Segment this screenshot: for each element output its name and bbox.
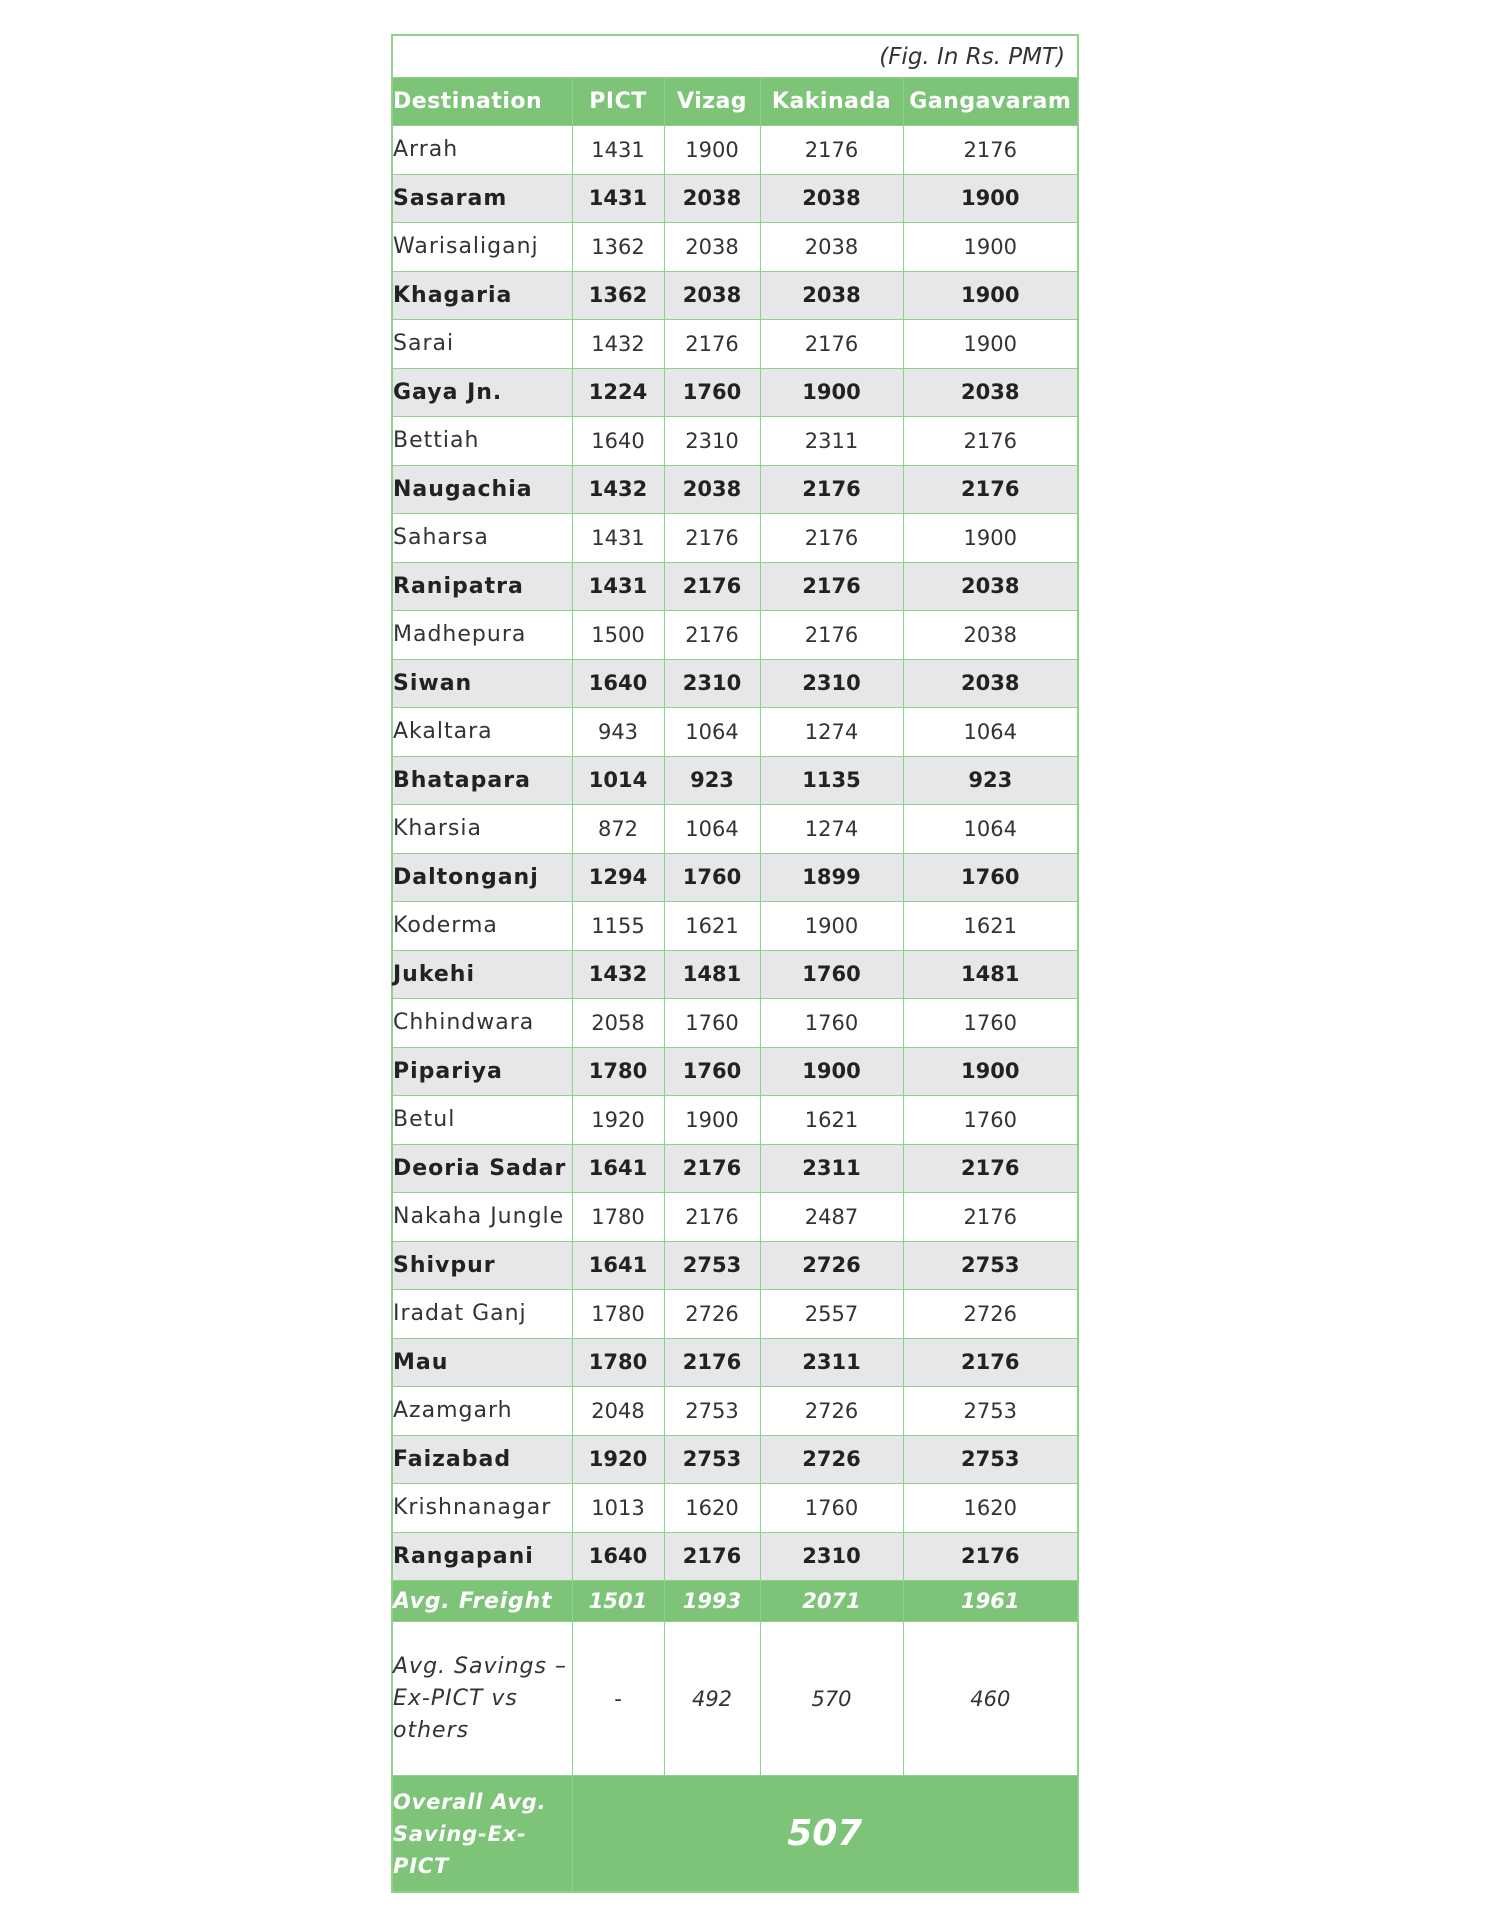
cell-vizag: 1621: [664, 902, 760, 951]
cell-destination: Pipariya: [392, 1047, 572, 1096]
table-row: [392, 1387, 1078, 1436]
cell-destination: Jukehi: [392, 950, 572, 999]
header-row: [392, 78, 1078, 126]
cell-vizag: 2310: [664, 417, 760, 466]
header-destination: Destination: [392, 78, 572, 126]
cell-gangavaram: 1900: [903, 271, 1078, 320]
cell-vizag: 1760: [664, 999, 760, 1048]
cell-pict: 1432: [572, 465, 664, 514]
cell-destination: Iradat Ganj: [392, 1290, 572, 1339]
cell-destination: Saharsa: [392, 514, 572, 563]
cell-pict: 1432: [572, 320, 664, 369]
cell-vizag: 2038: [664, 223, 760, 272]
cell-destination: Shivpur: [392, 1241, 572, 1290]
cell-gangavaram: 2038: [903, 368, 1078, 417]
cell-vizag: 2310: [664, 659, 760, 708]
cell-destination: Khagaria: [392, 271, 572, 320]
cell-kakinada: 1274: [760, 805, 903, 854]
cell-pict: 1362: [572, 271, 664, 320]
cell-destination: Siwan: [392, 659, 572, 708]
cell-vizag: 923: [664, 756, 760, 805]
cell-pict: 1431: [572, 562, 664, 611]
cell-pict: 1640: [572, 1532, 664, 1581]
cell-pict: 1431: [572, 174, 664, 223]
cell-kakinada: 1760: [760, 950, 903, 999]
cell-kakinada: 2038: [760, 271, 903, 320]
cell-pict: 1294: [572, 853, 664, 902]
table-row: [392, 417, 1078, 466]
cell-pict: 1640: [572, 417, 664, 466]
table-row: [392, 368, 1078, 417]
cell-kakinada: 1274: [760, 708, 903, 757]
table-row: [392, 514, 1078, 563]
cell-gangavaram: 1900: [903, 320, 1078, 369]
cell-vizag: 2038: [664, 174, 760, 223]
cell-pict: 1362: [572, 223, 664, 272]
avg-savings-row: [392, 1622, 1078, 1776]
cell-destination: Koderma: [392, 902, 572, 951]
avg-freight-gangavaram: 1961: [903, 1581, 1078, 1622]
overall-saving-label: Overall Avg. Saving-Ex-PICT: [392, 1776, 572, 1893]
cell-destination: Kharsia: [392, 805, 572, 854]
table-row: [392, 805, 1078, 854]
cell-pict: 1431: [572, 126, 664, 175]
table-row: [392, 659, 1078, 708]
avg-savings-gangavaram: 460: [903, 1622, 1078, 1776]
cell-vizag: 2038: [664, 465, 760, 514]
header-kakinada: Kakinada: [760, 78, 903, 126]
overall-saving-row: [392, 1776, 1078, 1893]
cell-kakinada: 1900: [760, 1047, 903, 1096]
cell-gangavaram: 1760: [903, 853, 1078, 902]
overall-saving-value: 507: [572, 1776, 1078, 1893]
table-row: [392, 271, 1078, 320]
cell-kakinada: 2038: [760, 174, 903, 223]
table-row: [392, 223, 1078, 272]
cell-gangavaram: 2753: [903, 1387, 1078, 1436]
cell-gangavaram: 2726: [903, 1290, 1078, 1339]
table-row: [392, 1532, 1078, 1581]
table-body: [392, 126, 1078, 1581]
cell-kakinada: 2038: [760, 223, 903, 272]
cell-gangavaram: 1621: [903, 902, 1078, 951]
cell-kakinada: 2487: [760, 1193, 903, 1242]
cell-gangavaram: 2176: [903, 465, 1078, 514]
avg-savings-kakinada: 570: [760, 1622, 903, 1776]
cell-pict: 1780: [572, 1193, 664, 1242]
cell-vizag: 2176: [664, 320, 760, 369]
table-row: [392, 1144, 1078, 1193]
cell-gangavaram: 1064: [903, 708, 1078, 757]
cell-gangavaram: 2038: [903, 659, 1078, 708]
cell-pict: 943: [572, 708, 664, 757]
cell-pict: 1431: [572, 514, 664, 563]
cell-destination: Sarai: [392, 320, 572, 369]
cell-kakinada: 2176: [760, 514, 903, 563]
cell-vizag: 2176: [664, 1144, 760, 1193]
cell-kakinada: 2176: [760, 320, 903, 369]
header-gangavaram: Gangavaram: [903, 78, 1078, 126]
cell-kakinada: 1900: [760, 902, 903, 951]
cell-kakinada: 2311: [760, 417, 903, 466]
table-row: [392, 1435, 1078, 1484]
cell-pict: 1920: [572, 1096, 664, 1145]
cell-gangavaram: 1481: [903, 950, 1078, 999]
table-row: [392, 1096, 1078, 1145]
cell-vizag: 1760: [664, 368, 760, 417]
cell-destination: Betul: [392, 1096, 572, 1145]
table-caption: (Fig. In Rs. PMT): [392, 35, 1078, 78]
avg-savings-pict: -: [572, 1622, 664, 1776]
cell-vizag: 1064: [664, 708, 760, 757]
table-row: [392, 465, 1078, 514]
table-row: [392, 1338, 1078, 1387]
cell-pict: 1780: [572, 1047, 664, 1096]
cell-destination: Deoria Sadar: [392, 1144, 572, 1193]
cell-destination: Krishnanagar: [392, 1484, 572, 1533]
cell-vizag: 2176: [664, 1338, 760, 1387]
cell-destination: Faizabad: [392, 1435, 572, 1484]
cell-kakinada: 1899: [760, 853, 903, 902]
cell-gangavaram: 1064: [903, 805, 1078, 854]
cell-kakinada: 2557: [760, 1290, 903, 1339]
cell-vizag: 1620: [664, 1484, 760, 1533]
cell-destination: Sasaram: [392, 174, 572, 223]
cell-pict: 2048: [572, 1387, 664, 1436]
cell-pict: 1224: [572, 368, 664, 417]
cell-kakinada: 1621: [760, 1096, 903, 1145]
cell-vizag: 2726: [664, 1290, 760, 1339]
avg-freight-vizag: 1993: [664, 1581, 760, 1622]
cell-kakinada: 2726: [760, 1387, 903, 1436]
cell-destination: Naugachia: [392, 465, 572, 514]
cell-pict: 1641: [572, 1144, 664, 1193]
table-row: [392, 126, 1078, 175]
table-row: [392, 950, 1078, 999]
table-row: [392, 708, 1078, 757]
cell-kakinada: 2176: [760, 126, 903, 175]
cell-destination: Azamgarh: [392, 1387, 572, 1436]
cell-kakinada: 2176: [760, 562, 903, 611]
avg-freight-pict: 1501: [572, 1581, 664, 1622]
cell-kakinada: 2310: [760, 659, 903, 708]
table-row: [392, 1290, 1078, 1339]
cell-gangavaram: 1900: [903, 1047, 1078, 1096]
cell-kakinada: 2176: [760, 465, 903, 514]
cell-destination: Warisaliganj: [392, 223, 572, 272]
table-row: [392, 1484, 1078, 1533]
table-row: [392, 999, 1078, 1048]
cell-kakinada: 2176: [760, 611, 903, 660]
cell-kakinada: 2311: [760, 1144, 903, 1193]
cell-pict: 1920: [572, 1435, 664, 1484]
header-vizag: Vizag: [664, 78, 760, 126]
cell-vizag: 2176: [664, 1193, 760, 1242]
cell-vizag: 2176: [664, 562, 760, 611]
cell-gangavaram: 1620: [903, 1484, 1078, 1533]
cell-gangavaram: 923: [903, 756, 1078, 805]
cell-vizag: 2038: [664, 271, 760, 320]
cell-vizag: 2753: [664, 1435, 760, 1484]
avg-savings-vizag: 492: [664, 1622, 760, 1776]
cell-gangavaram: 2753: [903, 1241, 1078, 1290]
cell-destination: Ranipatra: [392, 562, 572, 611]
avg-freight-row: [392, 1581, 1078, 1622]
cell-kakinada: 2726: [760, 1435, 903, 1484]
cell-pict: 1640: [572, 659, 664, 708]
cell-gangavaram: 1900: [903, 174, 1078, 223]
cell-vizag: 2176: [664, 1532, 760, 1581]
freight-table: [391, 34, 1079, 1893]
cell-vizag: 1760: [664, 853, 760, 902]
cell-destination: Bettiah: [392, 417, 572, 466]
cell-pict: 2058: [572, 999, 664, 1048]
header-pict: PICT: [572, 78, 664, 126]
cell-pict: 1500: [572, 611, 664, 660]
cell-destination: Rangapani: [392, 1532, 572, 1581]
cell-destination: Arrah: [392, 126, 572, 175]
cell-gangavaram: 2176: [903, 1532, 1078, 1581]
cell-kakinada: 1760: [760, 1484, 903, 1533]
cell-kakinada: 2311: [760, 1338, 903, 1387]
cell-gangavaram: 1760: [903, 999, 1078, 1048]
cell-kakinada: 2726: [760, 1241, 903, 1290]
cell-pict: 1641: [572, 1241, 664, 1290]
table-row: [392, 902, 1078, 951]
cell-kakinada: 1900: [760, 368, 903, 417]
cell-destination: Mau: [392, 1338, 572, 1387]
cell-destination: Nakaha Jungle: [392, 1193, 572, 1242]
cell-gangavaram: 2753: [903, 1435, 1078, 1484]
cell-pict: 1155: [572, 902, 664, 951]
avg-savings-label: Avg. Savings –Ex-PICT vs others: [392, 1622, 572, 1776]
cell-gangavaram: 1760: [903, 1096, 1078, 1145]
cell-destination: Gaya Jn.: [392, 368, 572, 417]
cell-gangavaram: 2038: [903, 611, 1078, 660]
table-row: [392, 756, 1078, 805]
cell-destination: Akaltara: [392, 708, 572, 757]
table-row: [392, 174, 1078, 223]
cell-pict: 872: [572, 805, 664, 854]
table-row: [392, 562, 1078, 611]
cell-vizag: 1900: [664, 1096, 760, 1145]
cell-gangavaram: 2176: [903, 126, 1078, 175]
cell-vizag: 2753: [664, 1241, 760, 1290]
table-row: [392, 1241, 1078, 1290]
cell-gangavaram: 2176: [903, 1338, 1078, 1387]
cell-gangavaram: 1900: [903, 514, 1078, 563]
cell-vizag: 1760: [664, 1047, 760, 1096]
table-row: [392, 611, 1078, 660]
cell-pict: 1013: [572, 1484, 664, 1533]
table-row: [392, 1047, 1078, 1096]
cell-pict: 1014: [572, 756, 664, 805]
cell-gangavaram: 1900: [903, 223, 1078, 272]
cell-vizag: 2176: [664, 611, 760, 660]
cell-destination: Daltonganj: [392, 853, 572, 902]
cell-vizag: 2753: [664, 1387, 760, 1436]
cell-destination: Chhindwara: [392, 999, 572, 1048]
cell-kakinada: 1135: [760, 756, 903, 805]
cell-gangavaram: 2176: [903, 1193, 1078, 1242]
cell-pict: 1432: [572, 950, 664, 999]
cell-destination: Bhatapara: [392, 756, 572, 805]
cell-vizag: 1900: [664, 126, 760, 175]
cell-pict: 1780: [572, 1338, 664, 1387]
cell-vizag: 1481: [664, 950, 760, 999]
avg-freight-kakinada: 2071: [760, 1581, 903, 1622]
cell-gangavaram: 2038: [903, 562, 1078, 611]
cell-destination: Madhepura: [392, 611, 572, 660]
cell-gangavaram: 2176: [903, 417, 1078, 466]
table-row: [392, 1193, 1078, 1242]
cell-vizag: 2176: [664, 514, 760, 563]
cell-pict: 1780: [572, 1290, 664, 1339]
cell-vizag: 1064: [664, 805, 760, 854]
cell-kakinada: 1760: [760, 999, 903, 1048]
cell-gangavaram: 2176: [903, 1144, 1078, 1193]
avg-freight-label: Avg. Freight: [392, 1581, 572, 1622]
table-row: [392, 320, 1078, 369]
table-row: [392, 853, 1078, 902]
cell-kakinada: 2310: [760, 1532, 903, 1581]
